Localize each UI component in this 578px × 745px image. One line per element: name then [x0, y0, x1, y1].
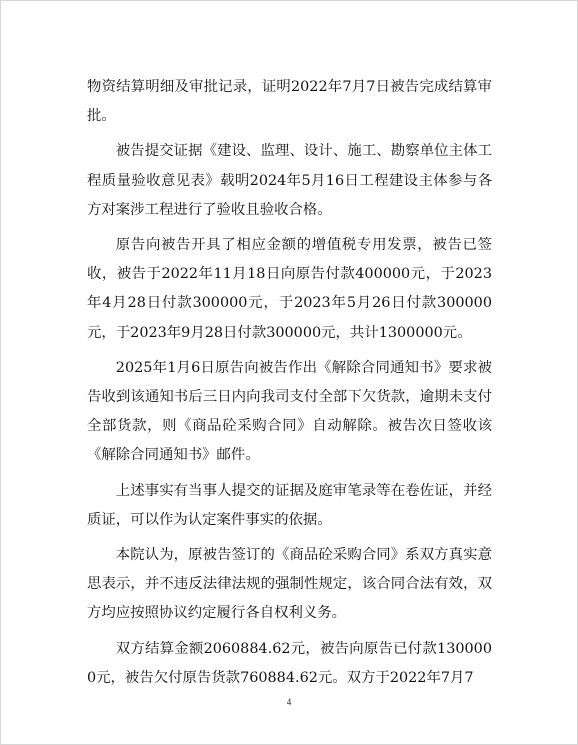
paragraph-invoice-payments: 原告向被告开具了相应金额的增值税专用发票，被告已签收，被告于2022年11月18日向原告付款400000元，于2023年4月28日付款300000元，于2023年5月26日付款300000元，于2023年9月28日付款300000元，共计1300000元。: [87, 237, 492, 341]
paragraph-settlement-approval: 物资结算明细及审批记录，证明2022年7月7日被告完成结算审批。: [87, 79, 492, 125]
paragraph-court-opinion: 本院认为，原被告签订的《商品砼采购合同》系双方真实意思表示，并不违反法律法规的强制性规定，该合同合法有效，双方均应按照协议约定履行各自权利义务。: [87, 547, 492, 622]
page-number: 4: [286, 697, 292, 707]
paragraph-settlement-amount: 双方结算金额2060884.62元，被告向原告已付款1300000元，被告欠付原告货款760884.62元。双方于2022年7月7: [87, 640, 492, 686]
document-body: [87, 73, 492, 699]
paragraph-termination-notice: 2025年1月6日原告向被告作出《解除合同通知书》要求被告收到该通知书后三日内向我司支付全部下欠货款，逾期未支付全部货款，则《商品砼采购合同》自动解除。被告次日签收该《解除合同通知书》邮件。: [87, 359, 492, 464]
paragraph-evidence-summary: 上述事实有当事人提交的证据及庭审笔录等在卷佐证，并经质证，可以作为认定案件事实的依据。: [87, 482, 492, 528]
paragraph-acceptance-evidence: 被告提交证据《建设、监理、设计、施工、勘察单位主体工程质量验收意见表》载明2024年5月16日工程建设主体参与各方对案涉工程进行了验收且验收合格。: [87, 143, 492, 218]
